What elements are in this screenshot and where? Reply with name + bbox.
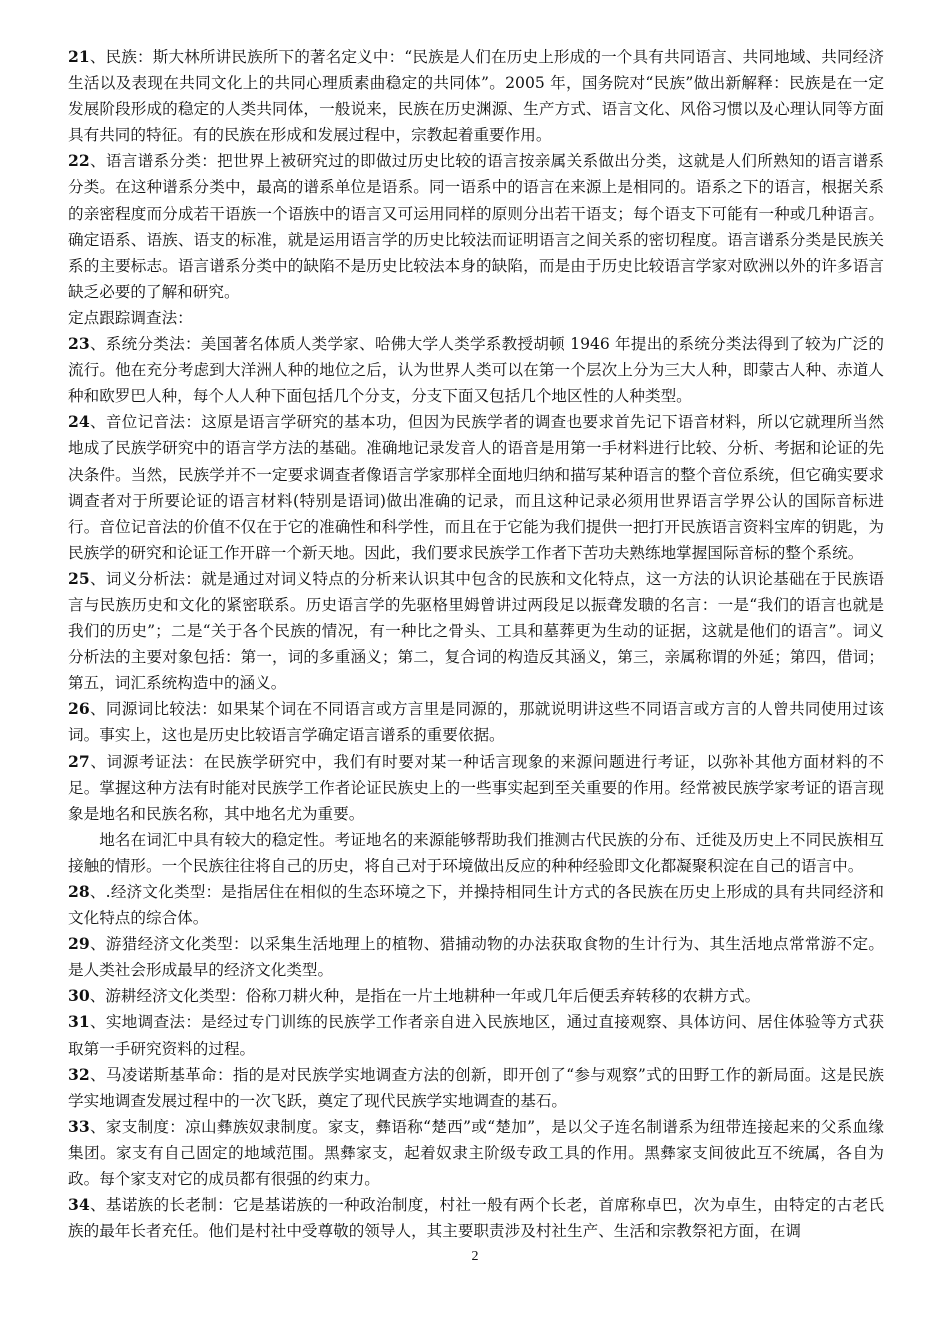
entry-number: 32 bbox=[68, 1064, 90, 1084]
entry-separator: 、 bbox=[89, 152, 106, 171]
entry-separator: 、 bbox=[89, 700, 106, 719]
entry-number: 22 bbox=[68, 151, 90, 171]
entry-30 bbox=[68, 983, 884, 1009]
entry-text: 词义分析法：就是通过对词义特点的分析来认识其中包含的民族和文化特点，这一方法的认识论基础在于民族语言与民族历史和文化的紧密联系。历史语言学的先驱格里姆曾讲过两段足以振聋发聩的名言：一是“我们的语言也就是我们的历史”；二是“关于各个民族的情况，有一种比之骨头、工具和墓葬更为生动的证据，这就是他们的语言”。词义分析法的主要对象包括：第一，词的多重涵义；第二，复合词的构造反其涵义，第三，亲属称谓的外延；第四，借词；第五，词汇系统构造中的涵义。 bbox=[68, 569, 884, 693]
entry-text: 同源词比较法：如果某个词在不同语言或方言里是同源的，那就说明讲这些不同语言或方言的人曾共同使用过该词。事实上，这也是历史比较语言学确定语言谱系的重要依据。 bbox=[68, 700, 884, 745]
entry-separator: 、 bbox=[89, 935, 106, 954]
entry-number: 28 bbox=[68, 882, 90, 901]
entry-text: 马凌诺斯基革命：指的是对民族学实地调查方法的创新，即开创了“参与观察”式的田野工作的新局面。这是民族学实地调查发展过程中的一次飞跃，奠定了现代民族学实地调查的基石。 bbox=[68, 1065, 884, 1110]
entry-text: 语言谱系分类：把世界上被研究过的即做过历史比较的语言按亲属关系做出分类，这就是人们所熟知的语言谱系分类。在这种谱系分类中，最高的谱系单位是语系。同一语系中的语言在来源上是相同的。语系之下的语言，根据关系的亲密程度而分成若干语族一个语族中的语言又可运用同样的原则分出若干语支；每个语支下可能有一种或几种语言。确定语系、语族、语支的标准，就是运用语言学的历史比较法而证明语言之间关系的密切程度。语言谱系分类是民族关系的主要标志。语言谱系分类中的缺陷不是历史比较法本身的缺陷，而是由于历史比较语言学家对欧洲以外的许多语言缺乏必要的了解和研究。 bbox=[68, 152, 884, 301]
entry-29 bbox=[68, 931, 884, 983]
entry-text: 民族：斯大林所讲民族所下的著名定义中：“民族是人们在历史上形成的一个具有共同语言、共同地域、共同经济生活以及表现在共同文化上的共同心理质素曲稳定的共同体”。2005 年，国务院对“民族”做出新解释：民族是在一定发展阶段形成的稳定的人类共同体，一般说来，民族在历史渊源、生产方式、语言文化、风俗习惯以及心理认同等方面具有共同的特征。有的民族在形成和发展过程中，宗教起着重要作用。 bbox=[68, 48, 884, 145]
entry-22 bbox=[68, 148, 884, 305]
entry-21 bbox=[68, 44, 884, 148]
entry-separator: 、 bbox=[89, 1117, 106, 1136]
entry-34 bbox=[68, 1192, 884, 1244]
entry-28 bbox=[68, 879, 884, 931]
entry-31 bbox=[68, 1009, 884, 1061]
entry-number: 34 bbox=[68, 1195, 90, 1215]
entry-text: 游耕经济文化类型：俗称刀耕火种，是指在一片土地耕种一年或几年后便丢弃转移的农耕方式。 bbox=[105, 987, 761, 1006]
entry-separator: 、 bbox=[89, 1196, 106, 1215]
entry-separator: 、. bbox=[89, 883, 111, 901]
entry-number: 26 bbox=[68, 699, 90, 719]
entry-separator: 、 bbox=[89, 1065, 106, 1084]
entry-text: 游猎经济文化类型：以采集生活地理上的植物、猎捕动物的办法获取食物的生计行为、其生活地点常常游不定。是人类社会形成最早的经济文化类型。 bbox=[68, 935, 884, 980]
entry-text: 家支制度：凉山彝族奴隶制度。家支，彝语称“楚西”或“楚加”，是以父子连名制谱系为纽带连接起来的父系血缘集团。家支有自己固定的地域范围。黑彝家支，起着奴隶主阶级专政工具的作用。黑彝家支间彼此互不统属，各自为政。每个家支对它的成员都有很强的约束力。 bbox=[68, 1117, 884, 1189]
entry-separator: 、 bbox=[89, 987, 106, 1006]
page-number: 2 bbox=[471, 1249, 479, 1264]
entry-number: 23 bbox=[68, 334, 90, 354]
entry-text: 实地调查法：是经过专门训练的民族学工作者亲自进入民族地区，通过直接观察、具体访问、居住体验等方式获取第一手研究资料的过程。 bbox=[68, 1013, 884, 1058]
entry-separator: 、 bbox=[89, 1013, 106, 1032]
entry-number: 21 bbox=[68, 47, 90, 66]
entry-text: 系统分类法：美国著名体质人类学家、哈佛大学人类学系教授胡顿 1946 年提出的系统分类法得到了较为广泛的流行。他在充分考虑到大洋洲人种的地位之后，认为世界人类可以在第一个层次上分为三大人种，即蒙古人种、赤道人种和欧罗巴人种，每个人人种下面包括几个分支，分支下面又包括几个地区性的人种类型。 bbox=[68, 335, 884, 406]
entry-26 bbox=[68, 696, 884, 748]
entry-text: 音位记音法：这原是语言学研究的基本功，但因为民族学者的调查也要求首先记下语音材料，所以它就理所当然地成了民族学研究中的语言学方法的基础。准确地记录发音人的语音是用第一手材料进行比较、分析、考据和论证的先决条件。当然，民族学并不一定要求调查者像语言学家那样全面地归纳和描写某种语言的整个音位系统，但它确实要求调查者对于所要论证的语言材料(特别是语词)做出准确的记录，而且这种记录必须用世界语言学界公认的国际音标进行。音位记音法的价值不仅在于它的准确性和科学性，而且在于它能为我们提供一把打开民族语言资料宝库的钥匙，为民族学的研究和论证工作开辟一个新天地。因此，我们要求民族学工作者下苦功夫熟练地掌握国际音标的整个系统。 bbox=[68, 413, 884, 562]
entry-separator: 、 bbox=[89, 48, 106, 66]
entry-separator: 、 bbox=[89, 335, 106, 354]
entry-text: 经济文化类型：是指居住在相似的生态环境之下，并操持相同生计方式的各民族在历史上形成的具有共同经济和文化特点的综合体。 bbox=[68, 883, 884, 928]
entry-number: 25 bbox=[68, 568, 90, 588]
entry-text: 词源考证法：在民族学研究中，我们有时要对某一种话言现象的来源问题进行考证，以弥补其他方面材料的不足。掌握这种方法有时能对民族学工作者论证民族史上的一些事实起到至关重要的作用。经常被民族学家考证的语言现象是地名和民族名称，其中地名尤为重要。 bbox=[68, 752, 884, 823]
entry-33 bbox=[68, 1114, 884, 1192]
entry-27 bbox=[68, 749, 884, 827]
entry-25 bbox=[68, 566, 884, 696]
entry-separator: 、 bbox=[89, 752, 107, 771]
document-body bbox=[68, 44, 884, 1244]
entry-number: 30 bbox=[68, 986, 90, 1006]
entry-number: 24 bbox=[68, 412, 90, 432]
entry-24 bbox=[68, 409, 884, 566]
entry-separator: 、 bbox=[89, 413, 106, 432]
entry-number: 27 bbox=[68, 751, 90, 771]
indented-paragraph: 地名在词汇中具有较大的稳定性。考证地名的来源能够帮助我们推测古代民族的分布、迁徙及历史上不同民族相互接触的情形。一个民族往往将自己的历史，将自己对于环境做出反应的种种经验即文化都凝聚积淀在自己的语言中。 bbox=[68, 830, 884, 875]
entry-number: 31 bbox=[68, 1012, 90, 1032]
entry-number: 29 bbox=[68, 934, 90, 954]
entry-separator: 、 bbox=[89, 569, 106, 588]
entry-32 bbox=[68, 1062, 884, 1114]
entry-23 bbox=[68, 331, 884, 409]
section-heading: 定点跟踪调查法： bbox=[68, 308, 193, 327]
entry-number: 33 bbox=[68, 1116, 90, 1136]
entry-text: 基诺族的长老制：它是基诺族的一种政治制度，村社一般有两个长老，首席称卓巴，次为卓生，由特定的古老氏族的最年长者充任。他们是村社中受尊敬的领导人，其主要职责涉及村社生产、生活和宗教祭祀方面，在调 bbox=[68, 1196, 884, 1241]
